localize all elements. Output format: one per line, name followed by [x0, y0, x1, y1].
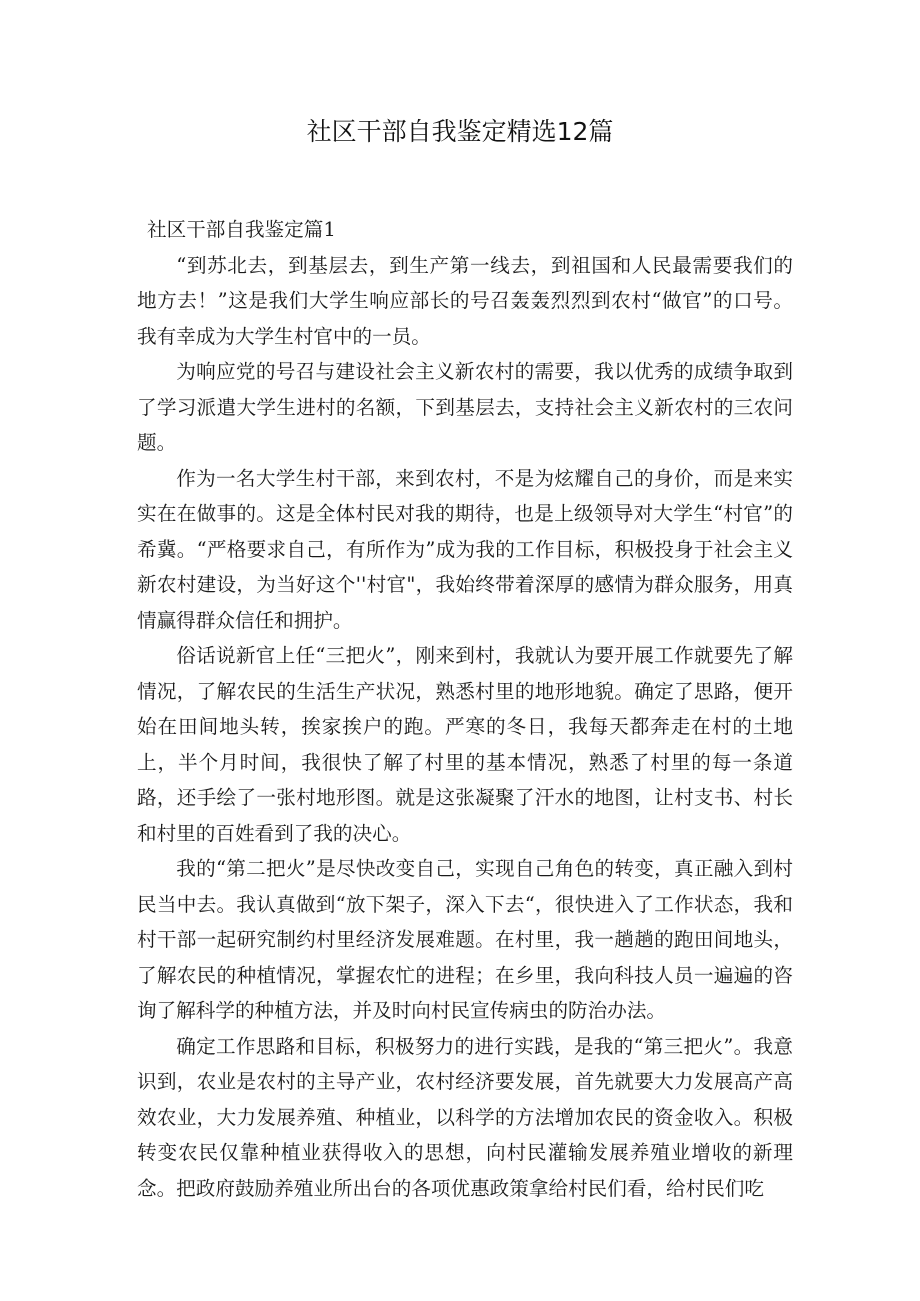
paragraph-5: 我的“第二把火”是尽快改变自己，实现自己角色的转变，真正融入到村民当中去。我认真做到“放下架子，深入下去“，很快进入了工作状态，我和村干部一起研究制约村里经济发展难题。在村里，我一趟趟的跑田间地头，了解农民的种植情况，掌握农忙的进程；在乡里，我向科技人员一遍遍的咨询了解科学的种植方法，并及时向村民宣传病虫的防治办法。	[137, 857, 793, 1022]
paragraph-6: 确定工作思路和目标，积极努力的进行实践，是我的“第三把火”。我意识到，农业是农村的主导产业，农村经济要发展，首先就要大力发展高产高效农业，大力发展养殖、种植业，以科学的方法增加农民的资金收入。积极转变农民仅靠种植业获得收入的思想，向村民灌输发展养殖业增收的新理念。把政府鼓励养殖业所出台的各项优惠政策拿给村民们看，给村民们吃	[137, 1034, 793, 1200]
section-heading: 社区干部自我鉴定篇1	[147, 218, 336, 241]
paragraph-1: “到苏北去，到基层去，到生产第一线去，到祖国和人民最需要我们的地方去！”这是我们大学生响应部长的号召轰轰烈烈到农村“做官”的口号。我有幸成为大学生村官中的一员。	[137, 253, 793, 348]
document-body	[137, 212, 793, 1206]
paragraph-4: 俗话说新官上任“三把火”，刚来到村，我就认为要开展工作就要先了解情况，了解农民的生活生产状况，熟悉村里的地形地貌。确定了思路，便开始在田间地头转，挨家挨户的跑。严寒的冬日，我每天都奔走在村的土地上，半个月时间，我很快了解了村里的基本情况，熟悉了村里的每一条道路，还手绘了一张村地形图。就是这张凝聚了汗水的地图，让村支书、村长和村里的百姓看到了我的决心。	[137, 644, 793, 845]
paragraph-3: 作为一名大学生村干部，来到农村，不是为炫耀自己的身价，而是来实实在在做事的。这是全体村民对我的期待，也是上级领导对大学生“村官”的希冀。“严格要求自己，有所作为”成为我的工作目标，积极投身于社会主义新农村建设，为当好这个''村官"，我始终带着深厚的感情为群众服务，用真情赢得群众信任和拥护。	[137, 466, 793, 632]
document-title: 社区干部自我鉴定精选12篇	[306, 117, 614, 146]
paragraph-2: 为响应党的号召与建设社会主义新农村的需要，我以优秀的成绩争取到了学习派遣大学生进村的名额，下到基层去，支持社会主义新农村的三农问题。	[137, 360, 793, 454]
